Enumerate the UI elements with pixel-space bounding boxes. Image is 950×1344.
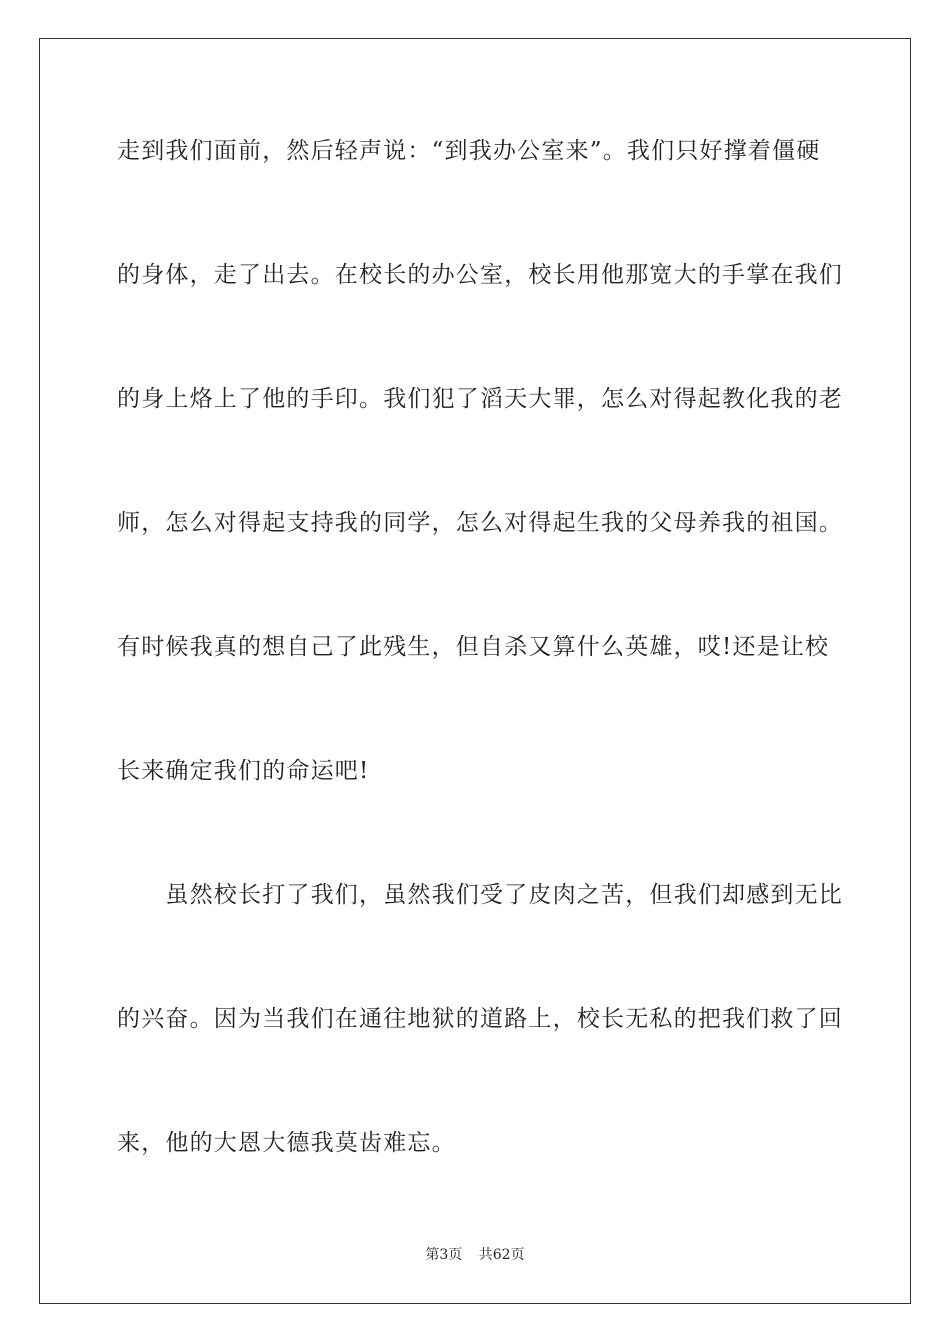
text-line: 师，怎么对得起支持我的同学，怎么对得起生我的父母养我的祖国。 — [117, 510, 843, 536]
text-line: 虽然校长打了我们，虽然我们受了皮肉之苦，但我们却感到无比 — [117, 882, 843, 908]
text-line: 长来确定我们的命运吧! — [117, 758, 370, 784]
text-line: 的兴奋。因为当我们在通往地狱的道路上，校长无私的把我们救了回 — [117, 1006, 843, 1032]
text-line: 来，他的大恩大德我莫齿难忘。 — [117, 1130, 456, 1156]
page-footer — [0, 1245, 950, 1265]
text-line: 的身上烙上了他的手印。我们犯了滔天大罪，怎么对得起教化我的老 — [117, 386, 843, 412]
text-line: 的身体，走了出去。在校长的办公室，校长用他那宽大的手掌在我们 — [117, 262, 843, 288]
page-total: 共62页 — [478, 1247, 525, 1263]
page-number: 第3页 — [425, 1247, 463, 1263]
text-line: 有时候我真的想自己了此残生，但自杀又算什么英雄，哎!还是让校 — [117, 634, 830, 660]
page-border — [39, 38, 911, 1304]
text-line: 走到我们面前，然后轻声说：“到我办公室来”。我们只好撑着僵硬 — [117, 138, 821, 164]
